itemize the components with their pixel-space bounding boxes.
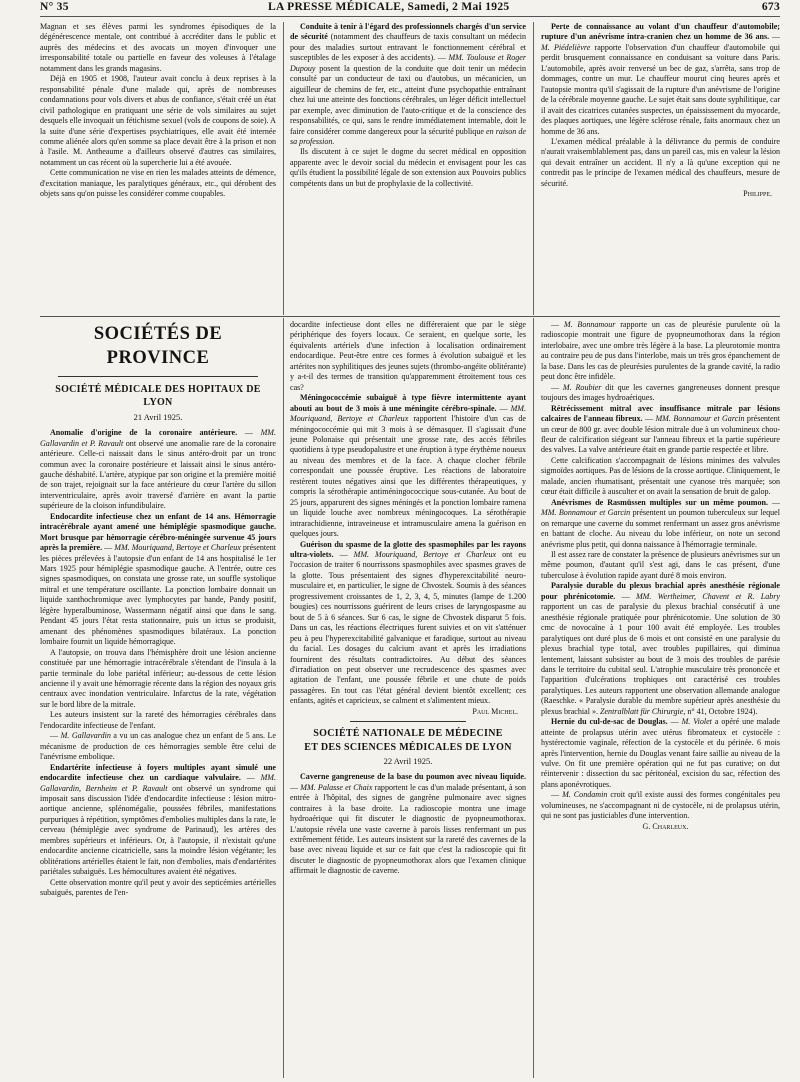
article-title: Endartérite infectieuse à foyers multiples ayant simulé une endocardite infectieuse chez un cardiaque valvulaire. xyxy=(40,762,276,783)
bottom-column-2 xyxy=(290,320,526,1077)
text: rapporte l'observation d'un chauffeur d'automobile qui perdit brusquement connaissance en conduisant sa voiture dans Paris. L'automobile, après avoir renversé un bec de gaz, s'arrêta, sans trop de dommages, contre un mur. Le chauffeur mourut cinq heures après et l'autopsie montra qu'il s'agissait de la rupture d'un anévrisme de l'origine de la cérébrale moyenne gauche. Le sujet était sans doute syphilitique, car il avait des cicatrices cutanées suspectes, un épaississement du myocarde, des plaques aortiques, une légère sclérose rénale, faits anormaux chez un homme de 36 ans. xyxy=(541,42,780,136)
text: croit qu'il existe aussi des formes congénitales peu volumineuses, ne s'accompagnant ni de cystocèle, ni de prolapsus utérin, qui ne sont pas justiciables d'une intervention. xyxy=(541,790,780,821)
authors: MM. Gallavardin et P. Ravault xyxy=(40,428,276,448)
authors: MM. Wertheimer, Chavent et R. Labry xyxy=(635,591,780,601)
article-retrecissement: Rétrécissement mitral avec insuffisance mitrale par lésions calcaires de l'anneau fibreux. — MM. Bonnamour et Garcin présentent un cœur de 800 gr. avec double lésion mitrale due à un volumineux chou-fleur de calcification siégeant sur l'anneau fibreux et la partie supérieure des valves. La valve antérieure était en grande partie respectée et libre. xyxy=(541,403,780,455)
article-perte-connaissance xyxy=(541,22,780,137)
paragraph: Ils discutent à ce sujet le dogme du secret médical en opposition apparente avec le devoir social du médecin et envisagent pour les cas qu'ils étudient la possibilité légale de son extension aux Pouvoirs publics compétents dans un but de prophylaxie de la collectivité. xyxy=(290,147,526,188)
society-title-line-1: SOCIÉTÉ NATIONALE DE MÉDECINE xyxy=(313,728,503,740)
paragraph: Les auteurs insistent sur la rareté des hémorragies cérébrales dans l'endocardite infectieuse de l'enfant. xyxy=(40,710,276,730)
article-title: Caverne gangreneuse de la base du poumon avec niveau liquide. xyxy=(300,772,526,782)
session-date: 21 Avril 1925. xyxy=(133,412,183,423)
article-endocardite: Endocardite infectieuse chez un enfant de 14 ans. Hémorragie intracérébrale ayant amené une hémiplégie spasmodique gauche. Mort brusque par hémorragie cérébro-méningée survenue 45 jours après la première. — MM. Mouriquand, Bertoye et Charleux présentent les pièces prélevées à l'autopsie d'un enfant de 14 ans hospitalisé le 1er Mars 1925 pour hémiplégie spasmodique gauche. A l'entrée, outre ces signes spasmodiques, on constata une grosse rate, un souffle systolique mitral et une température oscillante. La ponction lombaire donnait un liquide xanthochromique avec lymphocytes par bande, Pandy positif, légère hyperalbuminose, Wassermann négatif ainsi que dans le sang. Pendant 45 jours l'état resta stationnaire, puis un ictus se produisit, amenant des phénomènes spasmodiques bilatéraux. La ponction lombaire fournit un liquide hémorragique. xyxy=(40,511,276,647)
paragraph: Cette communication ne vise en rien les malades atteints de démence, d'excitation maniaque, les paralytiques généraux, etc., qui dérobent des objets sans qu'on puisse les considérer comme coupables. xyxy=(40,168,276,199)
authors: M. Roubier xyxy=(562,382,602,392)
top-column-3 xyxy=(541,22,780,314)
paragraph: A l'autopsie, on trouva dans l'hémisphère droit une lésion ancienne constituée par une hémorragie intracérébrale s'étendant de l'insula à la partie terminale du lobe pariétal inférieur; au-dessous de cette lésion ancienne il y avait une hémorragie récente dans la région des noyaux gris centraux avec inondation ventriculaire. Infarctus de la rate, végétation sur le bord libre de la mitrale. xyxy=(40,647,276,709)
text: — xyxy=(769,32,780,42)
text: rapportent le cas d'un malade présentant, à son entrée à l'hôpital, des signes de gangrène pulmonaire avec signes contraires à la base droite. La radioscopie montra une image hydroaérique qui fit discuter le diagnostic de pyopneumothorax. L'autopsie révéla une vaste caverne à parois lisses renfermant un pus extrêmement fétide. Les auteurs insistent sur la rareté des cavernes de la base avec niveau liquide et sur ce fait que c'est la radioscopie qui fit discuter le diagnostic de pyopneumothorax alors que l'examen clinique affirmait le diagnostic de caverne. xyxy=(290,782,526,876)
paragraph: Déjà en 1905 et 1908, l'auteur avait conclu à deux reprises à la responsabilité pénale d'une malade qui, après de nombreuses condamnations pour vols divers et abus de confiance, s'était créé un état civil pathologique en pratiquant une série de vols similaires au sujet desquels elle invoquait un fétichisme sexuel (vols de coupons de soie). A la suite d'une série d'expertises psychiatriques, elle avait été internée comme aliénée alors qu'en somme sa place devait être à la prison et non à l'asile. M. Antheaume a d'ailleurs observé d'autres cas similaires, notamment un cas récent où la supercherie lui a été avouée. xyxy=(40,74,276,167)
text: dit que les cavernes gangreneuses donnent presque toujours des images hydroaériques. xyxy=(541,382,780,403)
text: présentent un cœur de 800 gr. avec double lésion mitrale due à un volumineux chou-fleur de calcification siégeant sur l'anneau fibreux et la partie supérieure des valves. La valve antérieure était en grande partie respectée et libre. xyxy=(541,414,780,455)
article-anomalie: Anomalie d'origine de la coronaire antérieure. — MM. Gallavardin et P. Ravault ont observé une anomalie rare de la coronaire antérieure. Celle-ci naissait dans le sinus antéro-droit par un tronc commun avec la coronaire postérieure et laissait ainsi le sinus antéro-gauche déshabité. L'artère, atypique par son origine et la première moitié de son trajet, rejoignait sur la face antérieure du cœur l'artère du sillon interventriculaire, après avoir traversé d'arrière en avant la partie supérieure de la cloison infundibulaire. xyxy=(40,428,276,511)
paragraph: Cette calcification s'accompagnait de lésions minimes des valvules sigmoïdes aortiques. Pas de lésions de la crosse aortique. Cliniquement, le malade, ancien rhumatisant, présentait une cyanose très marquée; son cœur était difficile à ausculter et on avait la sensation de bruit de galop. xyxy=(541,455,780,497)
authors: MM. Bonnamour et Garcin xyxy=(655,414,745,424)
paragraph: — M. Bonnamour rapporte un cas de pleurésie purulente où la radioscopie montrait une figure de pyopneumothorax dans la région interlobaire, avec une ombre très légère à la base. La pleurotomie montra au contraire peu de pus dans l'interlobe, mais un très gros épanchement de la base. Dans les cas de pleurésies purulentes de la grande cavité, la radio peut donc être infidèle. xyxy=(541,320,780,382)
signature: Philippe. xyxy=(743,189,772,199)
article-endarterite: Endartérite infectieuse à foyers multiples ayant simulé une endocardite infectieuse chez un cardiaque valvulaire. — MM. Gallavardin, Bernheim et P. Ravault ont observé un syndrome qui imposait sans discussion l'idée d'endocardite infectieuse : lésion mitro-aortique ancienne, splénomégalie, poussées fébriles, manifestations purpuriques à répétition, symptômes d'embolies multiples dans la rate, le cerveau (hémiplégie avec syndrome de Parinaud), les artères des membres supérieurs et inférieurs. Or, à l'autopsie, il n'existait qu'une endocardite ancienne cicatricielle, sans la moindre lésion végétante; les oblitérations artérielles étaient le fait, non d'embolies, mais d'endartérites pariétales subaiguës. Les hémocultures avaient été négatives. xyxy=(40,762,276,877)
bottom-column-1 xyxy=(40,320,276,1077)
article-title: Hernie du cul-de-sac de Douglas. xyxy=(551,717,668,727)
running-title: LA PRESSE MÉDICALE, Samedi, 2 Mai 1925 xyxy=(268,1,510,13)
article-title: Endocardite infectieuse chez un enfant de 14 ans. Hémorragie intracérébrale ayant amené une hémiplégie spasmodique gauche. Mort brusque par hémorragie cérébro-méningée survenue 45 jours après la première. xyxy=(40,511,276,553)
article-title: Anévrismes de Rasmüssen multiples sur un même poumon. xyxy=(551,497,768,507)
column-rule xyxy=(283,318,284,1078)
column-rule xyxy=(533,318,534,1078)
column-rule xyxy=(533,22,534,315)
authors: M. Gallavardin xyxy=(60,731,111,741)
text: ont observé une anomalie rare de la coronaire antérieure. Celle-ci naissait dans le sinus antéro-droit par un tronc commun avec la coronaire postérieure et laissait ainsi le sinus antéro-gauche déshabité. L'artère, atypique par son origine et la première moitié de son trajet, rejoignait sur la face antérieure du cœur l'artère du sillon interventriculaire, après avoir traversé d'arrière en avant la partie supérieure de la cloison infundibulaire. xyxy=(40,438,276,511)
article-meningococcemie: Méningococcémie subaiguë à type fièvre intermittente ayant abouti au bout de 3 mois à une méningite cérébro-spinale. — MM. Mouriquand, Bertoye et Charleux rapportent l'histoire d'un cas de méningococcémie qui mit 3 mois à se démasquer. Il s'agissait d'une jeune Polonaise qui présentait une grosse rate, des accès fébriles quotidiens à type pseudopalustre et une éruption à type érythème noueux au niveau des membres et de la face. A chaque clocher fébrile correspondait une poussée éruptive. Les réactions de laboratoire restèrent toutes négatives ainsi que les différentes thérapeutiques, y compris la sérothérapie antiméningococcique sous-cutanée. Au bout de 25 jours, apparurent des signes méningés et la ponction lombaire ramena un liquide louche avec nombreux méningocoques. La sérothérapie intrarachidienne, intraveineuse et intramusculaire amena la guérison en quelques jours. xyxy=(290,393,526,539)
article-title: Perte de connaissance au volant d'un chauffeur d'automobile; rupture d'un anévrisme intra-cranien chez un homme de 36 ans. xyxy=(541,22,780,42)
text: , n° 41, Octobre 1924). xyxy=(683,706,758,716)
authors: M. Piédelièvre xyxy=(541,42,591,52)
paragraph: — M. Condamin croit qu'il existe aussi des formes congénitales peu volumineuses, ne s'accompagnant ni de cystocèle, ni de prolapsus utérin, qui ne sont pas justiciables d'une intervention. xyxy=(541,790,780,821)
article-title: Anomalie d'origine de la coronaire antérieure. xyxy=(50,428,238,438)
text: rapportent l'histoire d'un cas de méningococcémie qui mit 3 mois à se démasquer. Il s'agissait d'une jeune Polonaise qui présentait une grosse rate, des accès fébriles quotidiens à type pseudopalustre et une éruption à type érythème noueux au niveau des membres et de la face. A chaque clocher fébrile correspondait une poussée éruptive. Les réactions de laboratoire restèrent toutes négatives ainsi que les différentes thérapeutiques, y compris la sérothérapie antiméningococcique sous-cutanée. Au bout de 25 jours, apparurent des signes méningés et la ponction lombaire ramena un liquide louche avec nombreux méningocoques. La sérothérapie intrarachidienne, intraveineuse et intramusculaire amena la guérison en quelques jours. xyxy=(290,414,526,539)
bottom-column-3 xyxy=(541,320,780,1077)
title-rule xyxy=(350,721,466,722)
journal-title: Zentralblatt für Chirurgie xyxy=(600,706,684,716)
article-caverne: Caverne gangreneuse de la base du poumon avec niveau liquide. — MM. Palasse et Chaix rapportent le cas d'un malade présentant, à son entrée à l'hôpital, des signes de gangrène pulmonaire avec signes contraires à la base droite. La radioscopie montra une image hydroaérique qui fit discuter le diagnostic de pyopneumothorax. L'autopsie révéla une vaste caverne à parois lisses renfermant un pus extrêmement fétide. Les auteurs insistent sur la rareté des cavernes de la base avec niveau liquide et sur ce fait que c'est la radioscopie qui fit discuter le diagnostic de pyopneumothorax alors que l'examen clinique affirmait le diagnostic de caverne. xyxy=(290,772,526,876)
authors: MM. Mouriquand, Bertoye et Charleux xyxy=(290,403,526,424)
authors: MM. Palasse et Chaix xyxy=(300,782,373,792)
authors: MM. Mouriquand, Bertoye et Charleux xyxy=(353,549,497,559)
text: a vu un cas analogue chez un enfant de 5 ans. Le mécanisme de production de ces hémorragies semble être celui de l'anévrisme embolique. xyxy=(40,731,276,762)
article-title: Paralysie durable du plexus brachial après anesthésie régionale pour phrénicotomie. xyxy=(541,581,780,601)
text: rapportent un cas de paralysie du plexus brachial consécutif à une anesthésie régionale pratiquée pour phrénicotomie. Une solution de 30 cmc de novocaïne à 1 pour 100 avait été employée. Les troubles paralytiques ont duré plus de 6 mois et ont consisté en une paralysie du plexus brachial type total, avec troubles pupillaires, qui diminua lentement, laissant subsister au bout de 3 mois des troubles de parésie dans le territoire du cubital seul. L'atrophie musculaire très prononcée et l'apparition d'ulcérations trophiques ont caractérisé ces troubles paralytiques. Les auteurs rapportent une observation allemande analogue (Raeschke. « Paralysie durable du membre supérieur après anesthésie du plexus brachial ». xyxy=(541,602,780,716)
running-header xyxy=(40,0,780,17)
article-paralysie: Paralysie durable du plexus brachial après anesthésie régionale pour phrénicotomie. — MM. Wertheimer, Chavent et R. Labry rapportent un cas de paralysie du plexus brachial consécutif à une anesthésie régionale pratiquée pour phrénicotomie. Une solution de 30 cmc de novocaïne à 1 pour 100 avait été employée. Les troubles paralytiques ont duré plus de 6 mois et ont consisté en une paralysie du plexus brachial type total, avec troubles pupillaires, qui diminua lentement, laissant subsister au bout de 3 mois des troubles de parésie dans le territoire du cubital seul. L'atrophie musculaire très prononcée et l'apparition d'ulcérations trophiques ont caractérisé ces troubles paralytiques. Les auteurs rapportent une observation allemande analogue (Raeschke. « Paralysie durable du membre supérieur après anesthésie du plexus brachial ». Zentralblatt für Chirurgie, n° 41, Octobre 1924). xyxy=(541,581,780,716)
text-italic: en raison de sa profession. xyxy=(290,126,526,146)
text: présentent un poumon tuberculeux sur lequel on remarque une caverne du sommet renfermant un assez gros anévrisme en battant de cloche. Au niveau du lobe inférieur, on note un second anévrisme plus petit, qui donna naissance à l'hémorragie terminale. xyxy=(541,508,780,549)
authors: MM. Mouriquand, Bertoye et Charleux xyxy=(114,543,241,553)
article-title: Guérison du spasme de la glotte des spasmophiles par les rayons ultra-violets. xyxy=(290,539,526,559)
authors: MM. Bonnamour et Garcin xyxy=(541,508,631,518)
signature: G. Charleux. xyxy=(642,821,689,831)
society-title: SOCIÉTÉ MÉDICALE DES HOPITAUX DE LYON xyxy=(55,384,261,409)
paragraph: docardite infectieuse dont elles ne différeraient que par le siège périphérique des foyers locaux. Ce seraient, en quelque sorte, les équivalents artériels d'une infection à localisation ordinairement endocardique. Peut-être entre ces formes à évolution subaiguë et les artérites non syphilitiques des jeunes sujets (thrombo-angéite oblitérante) y a-t-il des termes de transition qu'apparemment étroitement tous ces cas? xyxy=(290,320,526,392)
authors: MM. Gallavardin, Bernheim et P. Ravault xyxy=(40,773,276,793)
paragraph: Cette observation montre qu'il peut y avoir des septicémies artérielles subaiguës, parentes de l'en- xyxy=(40,877,276,898)
top-column-2 xyxy=(290,22,526,314)
authors: M. Violet xyxy=(681,717,712,727)
text: a opéré une malade atteinte de prolapsus utérin avec utérus fibromateux et cystocèle : hystérectomie vaginale, réfection de la cystocèle et du périnée. 6 mois après l'intervention, hernie du Douglas venant faire saillie au niveau de la vulve. On fit une première opération qui ne fut pas curative; on dut réintervenir : dissection du sac péritonéal, excision du sac, réfection des plans aponévrotiques. xyxy=(541,717,780,789)
text: présentent les pièces prélevées à l'autopsie d'un enfant de 14 ans hospitalisé le 1er Mars 1925 pour hémiplégie spasmodique gauche. A l'entrée, outre ces signes spasmodiques, on constata une grosse rate, un souffle systolique mitral et une température oscillante. La ponction lombaire donnait un liquide xanthochromique avec lymphocytes par bande, Pandy positif, légère hyperalbuminose, Wassermann négatif ainsi que dans le sang. Pendant 45 jours l'état resta stationnaire, puis un ictus se produisit, amenant des phénomènes spasmodiques bilatéraux. La ponction lombaire fournit un liquide hémorragique. xyxy=(40,543,276,647)
signature: Paul Michel. xyxy=(472,706,518,716)
page-number-left: N° 35 xyxy=(40,1,69,13)
title-rule xyxy=(58,376,258,377)
text: (notamment des chauffeurs de taxis consultant un médecin pour des maladies surtout entravant le fonctionnement cérébral et susceptibles de les exposer à des accidents). — xyxy=(290,32,526,63)
paragraph: — M. Gallavardin a vu un cas analogue chez un enfant de 5 ans. Le mécanisme de production de ces hémorragies semble être celui de l'anévrisme embolique. xyxy=(40,731,276,762)
paragraph: — M. Roubier dit que les cavernes gangreneuses donnent presque toujours des images hydroaériques. xyxy=(541,382,780,403)
section-title: SOCIÉTÉS DE PROVINCE xyxy=(93,324,223,369)
article-conduite xyxy=(290,22,526,147)
authors: MM. Toulouse et Roger Dupouy xyxy=(290,53,526,73)
article-title: Rétrécissement mitral avec insuffisance mitrale par lésions calcaires de l'anneau fibreux. xyxy=(541,403,780,424)
text: ont eu l'occasion de traiter 6 nourrissons spasmophiles avec spasmes graves de la glotte. Tous présentaient des signes d'hyperexcitabilité neuro-musculaire et, en particulier, le signe de Chvostek. Soumis à des séances progressivement croissantes de 1, 2, 3, 4, 5, minutes (lampe de 1.200 bougies) ces nourrissons guérirent de leurs crises de laryngospasme au bout de 5 à 6 séances. Sur 6 cas, le signe de Chvostek disparut 5 fois. Dans un cas, les réactions électriques furent suivies et on vit s'atténuer peu à peu l'hyperexcitabilité galvanique et faradique, surtout au niveau du facial. Les dosages du calcium avant et après les irradiations fournirent des résultats contradictoires. Au début des séances d'irradiation on peut observer une recrudescence des spasmes avec agitation de l'enfant, une poussée fébrile et une chute de poids passagères. En tout cas l'état général devient bientôt excellent; ces enfants, agités et capricieux, se calment et s'alimentent mieux. xyxy=(290,549,526,706)
paragraph: Il est assez rare de constater la présence de plusieurs anévrismes sur un même poumon, d'autant qu'il s'est agi, dans le cas présent, d'une tuberculose à évolution rapide ayant duré 8 mois environ. xyxy=(541,549,780,580)
text: ont observé un syndrome qui imposait sans discussion l'idée d'endocardite infectieuse : lésion mitro-aortique ancienne, splénomégalie, poussées fébriles, manifestations purpuriques à répétition, symptômes d'embolies multiples dans la rate, le cerveau (hémiplégie avec syndrome de Parinaud), les artères des membres supérieurs et inférieurs. Or, à l'autopsie, il n'existait qu'une endocardite ancienne cicatricielle, sans la moindre lésion végétante; les oblitérations artérielles étaient le fait, non d'embolies, mais d'endartérites pariétales subaiguës. Les hémocultures avaient été négatives. xyxy=(40,783,276,877)
article-hernie: Hernie du cul-de-sac de Douglas. — M. Violet a opéré une malade atteinte de prolapsus utérin avec utérus fibromateux et cystocèle : hystérectomie vaginale, réfection de la cystocèle et du périnée. 6 mois après l'intervention, hernie du Douglas venant faire saillie au niveau de la vulve. On fit une première opération qui ne fut pas curative; on dut réintervenir : dissection du sac péritonéal, excision du sac, réfection des plans aponévrotiques. xyxy=(541,717,780,789)
text: posent la question de la conduite que doit tenir un médecin consulté par un conducteur de taxi ou d'autobus, un mécanicien, un aiguilleur de chemins de fer, etc., atteint d'une psychopathie entraînant chez lui une atteinte des fonctions cérébrales, un léger déficit intellectuel par exemple, avec diminution de l'auto-critique et de la conscience des responsabilités, ce qui, sans le rendre immédiatement internable, doit le faire considérer comme dangereux pour la sécurité publique xyxy=(290,63,526,136)
society-title-line-2: ET DES SCIENCES MÉDICALES DE LYON xyxy=(304,741,512,753)
authors: M. Bonnamour xyxy=(563,320,616,329)
page-number-right: 673 xyxy=(761,1,780,13)
article-title: Méningococcémie subaiguë à type fièvre intermittente ayant abouti au bout de 3 mois à une méningite cérébro-spinale. xyxy=(290,393,526,413)
authors: M. Condamin xyxy=(562,790,608,800)
article-anevrismes: Anévrismes de Rasmüssen multiples sur un même poumon. — MM. Bonnamour et Garcin présentent un poumon tuberculeux sur lequel on remarque une caverne du sommet renfermant un assez gros anévrisme en battant de cloche. Au niveau du lobe inférieur, on note un second anévrisme plus petit, qui donna naissance à l'hémorragie terminale. xyxy=(541,497,780,549)
text: rapporte un cas de pleurésie purulente où la radioscopie montrait une figure de pyopneumothorax dans la région interlobaire, avec une ombre très légère à la base. La pleurotomie montra au contraire peu de pus dans l'interlobe, mais un très gros épanchement de la base. Dans les cas de pleurésies purulentes de la grande cavité, la radio peut donc être infidèle. xyxy=(541,320,780,382)
article-title: Conduite à tenir à l'égard des professionnels chargés d'un service de sécurité xyxy=(290,22,526,42)
column-rule xyxy=(283,22,284,315)
top-column-1 xyxy=(40,22,276,314)
section-rule xyxy=(40,316,780,317)
session-date: 22 Avril 1925. xyxy=(383,756,433,767)
article-spasme-glotte: Guérison du spasme de la glotte des spasmophiles par les rayons ultra-violets. — MM. Mouriquand, Bertoye et Charleux ont eu l'occasion de traiter 6 nourrissons spasmophiles avec spasmes graves de la glotte. Tous présentaient des signes d'hyperexcitabilité neuro-musculaire et, en particulier, le signe de Chvostek. Soumis à des séances progressivement croissantes de 1, 2, 3, 4, 5, minutes (lampe de 1.200 bougies) ces nourrissons guérirent de leurs crises de laryngospasme au bout de 5 à 6 séances. Sur 6 cas, le signe de Chvostek disparut 5 fois. Dans un cas, les réactions électriques furent suivies et on vit s'atténuer peu à peu l'hyperexcitabilité galvanique et faradique, surtout au niveau du facial. Les dosages du calcium avant et après les irradiations fournirent des résultats contradictoires. Au début des séances d'irradiation on peut observer une recrudescence des spasmes avec agitation de l'enfant, une poussée fébrile et une chute de poids passagères. En tout cas l'état général devient bientôt excellent; ces enfants, agités et capricieux, se calment et s'alimentent mieux. xyxy=(290,539,526,706)
paragraph: L'examen médical préalable à la délivrance du permis de conduire n'aurait vraisemblablement pas, dans un pareil cas, mis en valeur la lésion qui devait entraîner un accident. Il n'y a là qu'une exception qui ne contredit pas le principe de l'examen médical des chauffeurs, mesure de sécurité. xyxy=(541,136,780,188)
paragraph: Magnan et ses élèves parmi les syndromes épisodiques de la dégénérescence mentale, ont contribué à accréditer dans le public et auprès des médecins et des avocats un moyen d'invoquer une irresponsabilité totale ou partielle en faveur des voleuses à l'étalage notamment dans les grands magasins. xyxy=(40,22,276,73)
